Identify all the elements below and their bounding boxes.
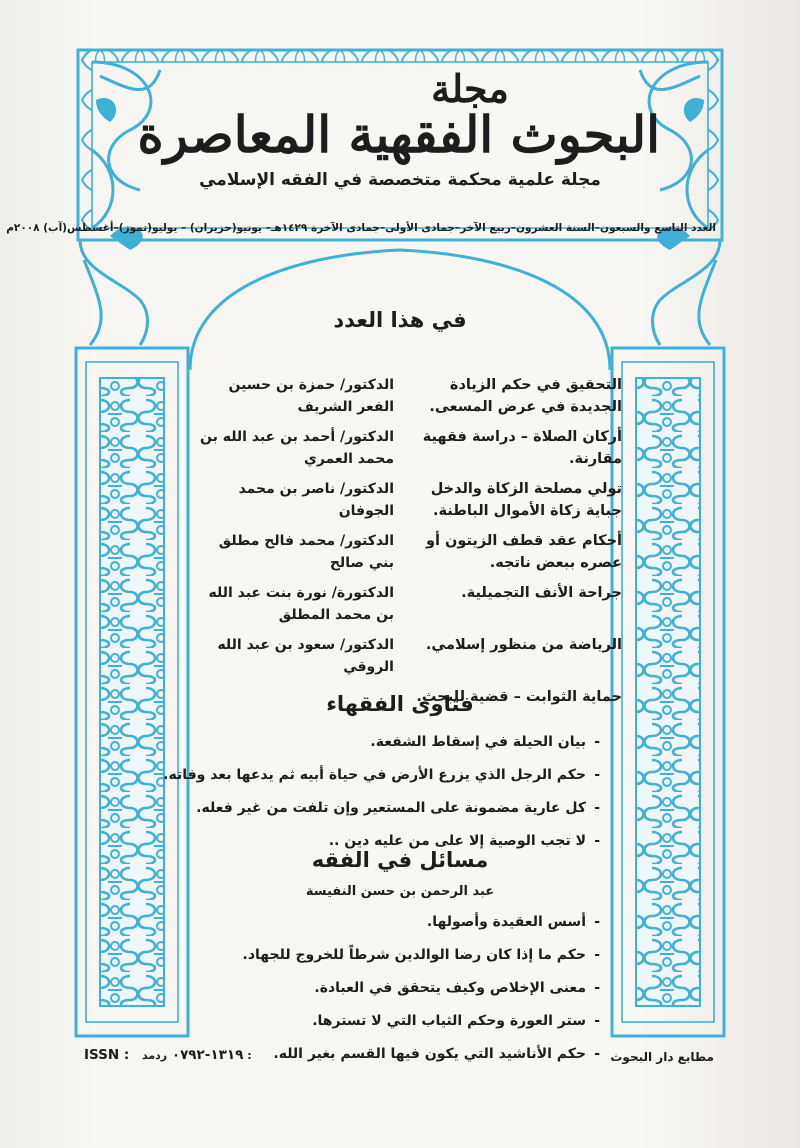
issue-info: العدد التاسع والسبعون–السنة العشرون–ربيع الآخر–جمادى الأولى–جمادى الآخرة ١٤٢٩هـ– يونيو(حزيران) – يوليو(تموز)–أغسطس(آب) ٢٠٠٨م [6, 222, 716, 234]
toc-heading: في هذا العدد [333, 308, 467, 332]
table-of-contents [198, 374, 622, 716]
list-item: - حكم ما إذا كان رضا الوالدين شرطاً للخروج للجهاد. [170, 945, 600, 965]
article-author: الدكتورة/ نورة بنت عبد الله بن محمد المطلق [208, 585, 394, 623]
list-item: - لا تجب الوصية إلا على من عليه دين .. [170, 831, 600, 851]
article-author: الدكتور/ محمد فالح مطلق بني صالح [218, 533, 394, 571]
issn-value: ISSN : ١٣١٩-٠٧٩٢ [84, 1047, 244, 1063]
toc-row [198, 374, 622, 418]
article-title: تولي مصلحة الزكاة والدخل جباية زكاة الأموال الباطنة. [430, 481, 622, 519]
article-title: جراحة الأنف التجميلية. [461, 585, 622, 601]
toc-row [198, 426, 622, 470]
list-item: - أسس العقيدة وأصولها. [170, 912, 600, 932]
toc-row [198, 582, 622, 626]
magazine-word: مجلة [431, 66, 509, 111]
list-item: - معنى الإخلاص وكيف يتحقق في العبادة. [170, 978, 600, 998]
article-author: الدكتور/ ناصر بن محمد الجوفان [238, 481, 394, 519]
issn-number [84, 1047, 252, 1063]
toc-row [198, 478, 622, 522]
article-title: الرياضة من منظور إسلامي. [425, 637, 622, 653]
list-item: - كل عارية مضمونة على المستعير وإن تلفت من غير فعله. [170, 798, 600, 818]
article-title: التحقيق في حكم الزيادة الجديدة في عرض المسعى. [429, 377, 622, 415]
printer-name: مطابع دار البحوث [610, 1050, 714, 1064]
article-author: الدكتور/ سعود بن عبد الله الروقي [217, 637, 394, 675]
journal-title: البحوث الفقهية المعاصرة [137, 105, 660, 164]
list-item: - بيان الحيلة في إسقاط الشفعة. [170, 732, 600, 752]
issn-label: ردمد : [141, 1049, 252, 1062]
article-author: الدكتور/ أحمد بن عبد الله بن محمد العمري [199, 429, 394, 467]
toc-row [198, 530, 622, 574]
list-item: - ستر العورة وحكم الثياب التي لا تسترها. [170, 1011, 600, 1031]
toc-row [198, 634, 622, 678]
masail-heading: مسائل في الفقه [311, 848, 489, 872]
article-author: الدكتور/ حمزة بن حسين الفعر الشريف [228, 377, 394, 415]
masail-author: عبد الرحمن بن حسن النفيسة [305, 884, 495, 899]
list-item: - حكم الرجل الذي يزرع الأرض في حياة أبيه ثم يدعها بعد وفاته. [170, 765, 600, 785]
journal-subtitle: مجلة علمية محكمة متخصصة في الفقه الإسلامي [199, 170, 601, 190]
article-title: حماية الثوابت – قضية للبحث. [416, 689, 622, 705]
list-item: - حكم الأناشيد التي يكون فيها القسم بغير الله. [170, 1044, 600, 1064]
fatawa-heading: فتاوى الفقهاء [326, 692, 474, 716]
article-title: أركان الصلاة – دراسة فقهية مقارنة. [422, 429, 622, 467]
article-title: أحكام عقد قطف الزيتون أو عصره ببعض ناتجه. [426, 533, 622, 571]
masthead [137, 66, 660, 190]
fatawa-list [163, 732, 600, 864]
